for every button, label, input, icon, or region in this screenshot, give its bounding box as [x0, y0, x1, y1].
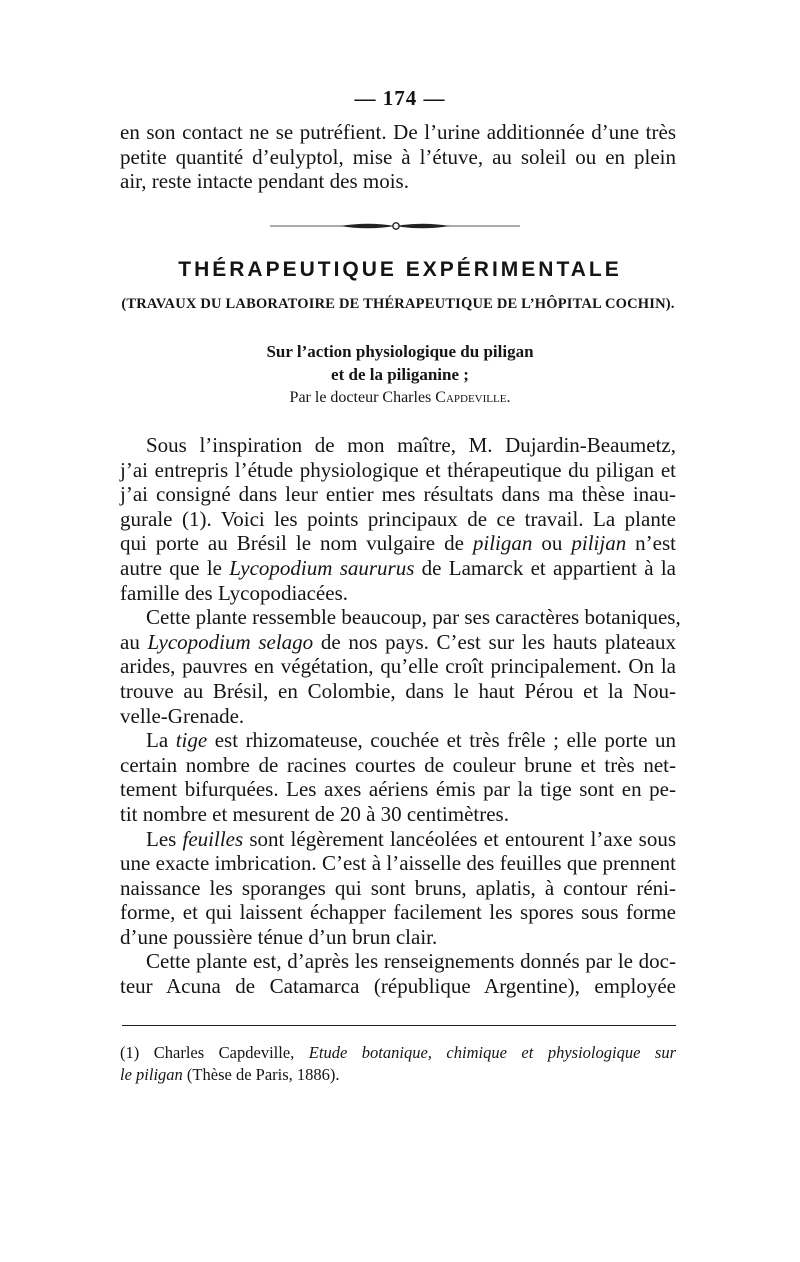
- text-line: gurale (1). Voici les points principaux de ce travail. La plante: [120, 506, 676, 531]
- text-line: en son contact ne se putréfient. De l’urine additionnée d’une très: [120, 120, 676, 144]
- article-title-line: et de la piliganine ;: [331, 365, 469, 384]
- article-title-line: Sur l’action physiologique du piligan: [266, 342, 534, 361]
- text-line: trouve au Brésil, en Colombie, dans le haut Pérou et la Nou-: [120, 678, 676, 703]
- paragraph: [120, 949, 676, 998]
- text-line: velle-Grenade.: [120, 703, 245, 728]
- paragraph: [120, 728, 676, 826]
- text-line: tement bifurquées. Les axes aériens émis par la tige sont en pe-: [120, 777, 676, 802]
- text-line: une exacte imbrication. C’est à l’aisselle des feuilles que prennent: [120, 851, 676, 876]
- footnote-rule: [122, 1025, 676, 1026]
- text-line: autre que le Lycopodium saururus de Lamarck et appartient à la: [120, 555, 676, 580]
- footnote: [120, 1042, 676, 1086]
- text-line: tit nombre et mesurent de 20 à 30 centimètres.: [120, 801, 509, 826]
- text-line: d’une poussière ténue d’un brun clair.: [120, 924, 438, 949]
- body-text: [120, 433, 681, 999]
- text-line: air, reste intacte pendant des mois.: [120, 169, 409, 194]
- section-subtitle: (TRAVAUX DU LABORATOIRE DE THÉRAPEUTIQUE DE L’HÔPITAL COCHIN).: [121, 296, 675, 312]
- continuation-paragraph: [120, 120, 676, 194]
- text-line: Cette plante ressemble beaucoup, par ses caractères botaniques,: [146, 605, 681, 630]
- article-title: [0, 340, 800, 386]
- text-line: Cette plante est, d’après les renseignements donnés par le doc-: [146, 949, 676, 974]
- paragraph: [120, 433, 676, 605]
- paragraph: [120, 605, 681, 728]
- ornamental-divider: [270, 219, 520, 233]
- text-line: naissance les sporanges qui sont bruns, aplatis, à contour réni-: [120, 875, 676, 900]
- paragraph: [120, 827, 676, 950]
- footnote-line: (1) Charles Capdeville, Etude botanique, chimique et physiologique sur: [120, 1043, 676, 1062]
- text-line: La tige est rhizomateuse, couchée et très frêle ; elle porte un: [146, 728, 677, 753]
- author-line: [0, 389, 800, 407]
- text-line: qui porte au Brésil le nom vulgaire de piligan ou pilijan n’est: [120, 531, 676, 556]
- page-number: — 174 —: [354, 86, 446, 110]
- text-line: forme, et qui laissent échapper facilement les spores sous forme: [120, 900, 676, 925]
- text-line: j’ai consigné dans leur entier mes résultats dans ma thèse inau-: [120, 482, 676, 507]
- text-line: petite quantité d’eulyptol, mise à l’étuve, au soleil ou en plein: [120, 144, 676, 169]
- text-line: Sous l’inspiration de mon maître, M. Dujardin-Beaumetz,: [146, 433, 676, 457]
- text-line: certain nombre de racines courtes de couleur brune et très net-: [120, 752, 676, 777]
- footnote-line: le piligan (Thèse de Paris, 1886).: [120, 1065, 340, 1084]
- text-line: j’ai entrepris l’étude physiologique et thérapeutique du piligan et: [120, 457, 676, 482]
- author-prefix: Par le docteur Charles: [289, 389, 436, 406]
- text-line: teur Acuna de Catamarca (république Argentine), employée: [120, 974, 676, 999]
- text-line: au Lycopodium selago de nos pays. C’est sur les hauts plateaux: [120, 629, 676, 654]
- author-name: Capdeville.: [435, 389, 511, 406]
- text-line: arides, pauvres en végétation, qu’elle croît principalement. On la: [120, 654, 676, 679]
- section-title: THÉRAPEUTIQUE EXPÉRIMENTALE: [178, 258, 622, 281]
- text-line: Les feuilles sont légèrement lancéolées et entourent l’axe sous: [146, 826, 676, 851]
- text-line: famille des Lycopodiacées.: [120, 580, 348, 605]
